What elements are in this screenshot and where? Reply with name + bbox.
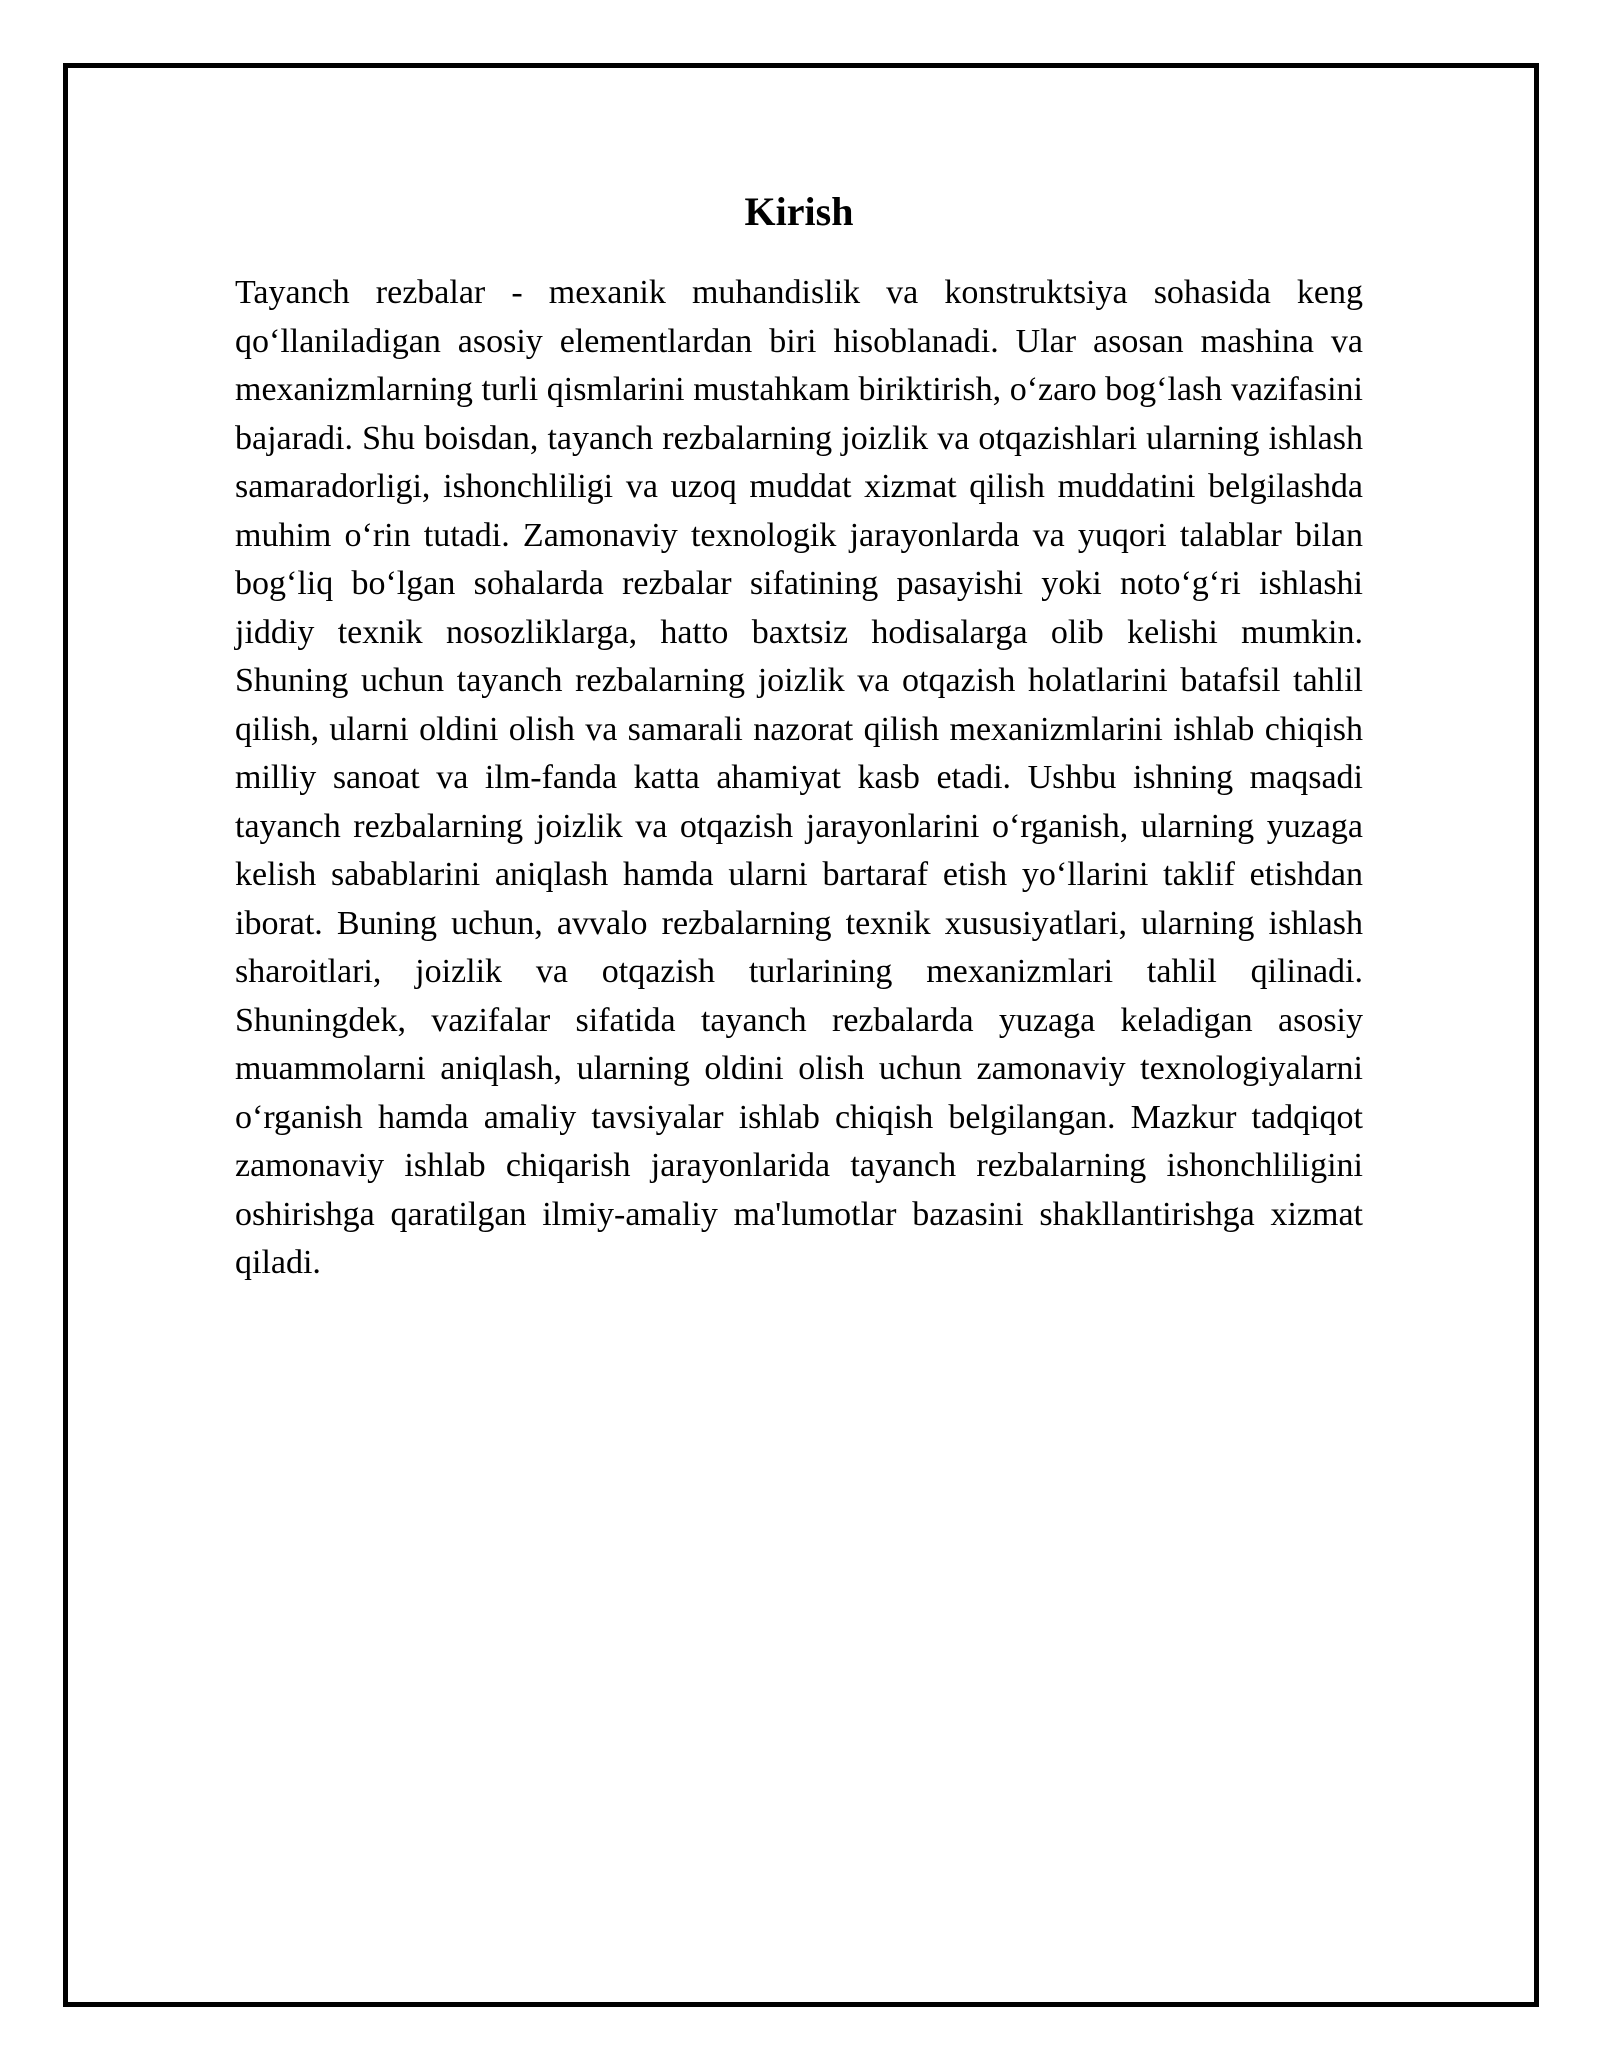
intro-paragraph: Tayanch rezbalar - mexanik muhandislik va konstruktsiya sohasida keng qo‘llaniladigan asosiy elementlardan biri hisoblanadi. Ular asosan mashina va mexanizmlarning turli qismlarini mustahkam biriktirish, o‘zaro bog‘lash vazifasini bajaradi. Shu boisdan, tayanch rezbalarning joizlik va otqazishlari ularning ishlash samaradorligi, ishonchliligi va uzoq muddat xizmat qilish muddatini belgilashda muhim o‘rin tutadi. Zamonaviy texnologik jarayonlarda va yuqori talablar bilan bog‘liq bo‘lgan sohalarda rezbalar sifatining pasayishi yoki noto‘g‘ri ishlashi jiddiy texnik nosozliklarga, hatto baxtsiz hodisalarga olib kelishi mumkin. Shuning uchun tayanch rezbalarning joizlik va otqazish holatlarini batafsil tahlil qilish, ularni oldini olish va samarali nazorat qilish mexanizmlarini ishlab chiqish milliy sanoat va ilm-fanda katta ahamiyat kasb etadi. Ushbu ishning maqsadi tayanch rezbalarning joizlik va otqazish jarayonlarini o‘rganish, ularning yuzaga kelish sabablarini aniqlash hamda ularni bartaraf etish yo‘llarini taklif etishdan iborat. Buning uchun, avvalo rezbalarning texnik xususiyatlari, ularning ishlash sharoitlari, joizlik va otqazish turlarining mexanizmlari tahlil qilinadi. Shuningdek, vazifalar sifatida tayanch rezbalarda yuzaga keladigan asosiy muammolarni aniqlash, ularning oldini olish uchun zamonaviy texnologiyalarni o‘rganish hamda amaliy tavsiyalar ishlab chiqish belgilangan. Mazkur tadqiqot zamonaviy ishlab chiqarish jarayonlarida tayanch rezbalarning ishonchliligini oshirishga qaratilgan ilmiy-amaliy ma'lumotlar bazasini shakllantirishga xizmat qiladi.: [235, 274, 1363, 1281]
page-title: Kirish: [744, 189, 854, 234]
document-body: [235, 185, 1363, 1288]
